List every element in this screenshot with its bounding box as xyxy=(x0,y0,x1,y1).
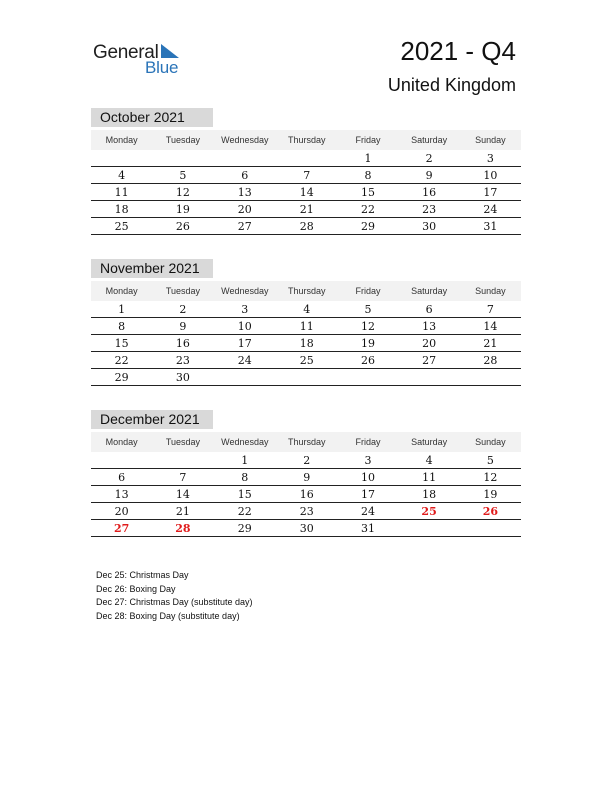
logo-triangle-icon xyxy=(159,44,181,60)
day-cell: 24 xyxy=(460,201,521,218)
holiday-note: Dec 28: Boxing Day (substitute day) xyxy=(96,610,240,621)
day-cell: 10 xyxy=(338,469,399,486)
week-row xyxy=(91,218,521,235)
day-cell: 25 xyxy=(91,218,152,235)
weekday-header: Thursday xyxy=(276,130,338,150)
logo-general-text: General xyxy=(93,42,159,63)
day-cell: 2 xyxy=(398,150,460,167)
day-cell: 24 xyxy=(214,352,276,369)
day-cell: 12 xyxy=(460,469,521,486)
weekday-header: Monday xyxy=(91,130,152,150)
day-cell: 17 xyxy=(460,184,521,201)
week-row xyxy=(91,150,521,167)
day-cell: 26 xyxy=(338,352,399,369)
day-cell: 19 xyxy=(460,486,521,503)
day-cell: 23 xyxy=(152,352,213,369)
day-cell: 21 xyxy=(460,335,521,352)
day-cell: 31 xyxy=(338,520,399,537)
day-cell: 1 xyxy=(214,452,276,469)
day-cell: 14 xyxy=(276,184,338,201)
day-cell xyxy=(398,520,460,537)
month-header: December 2021 xyxy=(91,410,213,429)
day-cell: 1 xyxy=(338,150,399,167)
day-cell: 7 xyxy=(152,469,213,486)
week-row xyxy=(91,503,521,520)
day-cell: 4 xyxy=(276,301,338,318)
page-title: 2021 - Q4 xyxy=(400,36,516,66)
week-row xyxy=(91,201,521,218)
day-cell: 4 xyxy=(91,167,152,184)
weekday-header: Sunday xyxy=(460,281,521,301)
day-cell: 5 xyxy=(460,452,521,469)
day-cell: 21 xyxy=(276,201,338,218)
day-cell: 27 xyxy=(91,520,152,537)
holiday-note: Dec 27: Christmas Day (substitute day) xyxy=(96,597,253,607)
weekday-header: Saturday xyxy=(398,432,460,452)
day-cell: 13 xyxy=(398,318,460,335)
day-cell: 17 xyxy=(338,486,399,503)
month-header: October 2021 xyxy=(91,108,213,127)
day-cell: 19 xyxy=(338,335,399,352)
day-cell: 2 xyxy=(276,452,338,469)
day-cell xyxy=(338,369,399,386)
day-cell xyxy=(152,452,213,469)
day-cell: 11 xyxy=(398,469,460,486)
day-cell: 12 xyxy=(338,318,399,335)
calendar-table xyxy=(91,281,521,386)
weekday-header: Sunday xyxy=(460,432,521,452)
day-cell: 2 xyxy=(152,301,213,318)
day-cell: 7 xyxy=(460,301,521,318)
logo-blue-text: Blue xyxy=(145,58,179,77)
month-october xyxy=(91,108,521,235)
weekday-header: Friday xyxy=(338,281,399,301)
weekday-header: Saturday xyxy=(398,130,460,150)
day-cell: 15 xyxy=(91,335,152,352)
generalblue-logo xyxy=(93,40,193,80)
day-cell xyxy=(460,369,521,386)
day-cell: 25 xyxy=(398,503,460,520)
week-row xyxy=(91,318,521,335)
day-cell: 11 xyxy=(276,318,338,335)
day-cell: 13 xyxy=(91,486,152,503)
weekday-header: Monday xyxy=(91,281,152,301)
day-cell: 14 xyxy=(152,486,213,503)
day-cell: 30 xyxy=(276,520,338,537)
day-cell: 11 xyxy=(91,184,152,201)
day-cell xyxy=(276,369,338,386)
day-cell: 3 xyxy=(338,452,399,469)
day-cell: 6 xyxy=(398,301,460,318)
day-cell: 24 xyxy=(338,503,399,520)
week-row xyxy=(91,469,521,486)
day-cell: 7 xyxy=(276,167,338,184)
day-cell: 8 xyxy=(91,318,152,335)
day-cell xyxy=(398,369,460,386)
day-cell: 15 xyxy=(338,184,399,201)
day-cell: 3 xyxy=(214,301,276,318)
day-cell: 28 xyxy=(152,520,213,537)
day-cell: 8 xyxy=(338,167,399,184)
weekday-header: Tuesday xyxy=(152,130,213,150)
day-cell: 28 xyxy=(460,352,521,369)
day-cell: 15 xyxy=(214,486,276,503)
day-cell: 1 xyxy=(91,301,152,318)
day-cell xyxy=(276,150,338,167)
day-cell: 23 xyxy=(276,503,338,520)
day-cell xyxy=(214,369,276,386)
day-cell: 18 xyxy=(398,486,460,503)
day-cell xyxy=(91,452,152,469)
weekday-header: Monday xyxy=(91,432,152,452)
weekday-header: Wednesday xyxy=(214,281,276,301)
week-row xyxy=(91,452,521,469)
weekday-header: Friday xyxy=(338,130,399,150)
weekday-header: Thursday xyxy=(276,432,338,452)
weekday-header: Tuesday xyxy=(152,432,213,452)
week-row xyxy=(91,520,521,537)
day-cell: 6 xyxy=(214,167,276,184)
day-cell: 5 xyxy=(338,301,399,318)
holiday-note: Dec 26: Boxing Day xyxy=(96,583,176,594)
day-cell: 9 xyxy=(276,469,338,486)
day-cell: 4 xyxy=(398,452,460,469)
day-cell xyxy=(91,150,152,167)
week-row xyxy=(91,352,521,369)
week-row xyxy=(91,486,521,503)
day-cell xyxy=(460,520,521,537)
weekday-header: Sunday xyxy=(460,130,521,150)
day-cell: 25 xyxy=(276,352,338,369)
weekday-header: Wednesday xyxy=(214,130,276,150)
day-cell: 27 xyxy=(214,218,276,235)
day-cell: 31 xyxy=(460,218,521,235)
day-cell: 29 xyxy=(91,369,152,386)
day-cell: 18 xyxy=(276,335,338,352)
weekday-header: Thursday xyxy=(276,281,338,301)
day-cell: 21 xyxy=(152,503,213,520)
weekday-header: Saturday xyxy=(398,281,460,301)
day-cell: 18 xyxy=(91,201,152,218)
holiday-notes xyxy=(96,569,253,623)
day-cell: 19 xyxy=(152,201,213,218)
day-cell: 28 xyxy=(276,218,338,235)
day-cell: 26 xyxy=(460,503,521,520)
day-cell: 22 xyxy=(338,201,399,218)
day-cell: 16 xyxy=(152,335,213,352)
week-row xyxy=(91,184,521,201)
calendar-table xyxy=(91,432,521,537)
day-cell xyxy=(214,150,276,167)
day-cell: 10 xyxy=(214,318,276,335)
weekday-header: Wednesday xyxy=(214,432,276,452)
day-cell: 20 xyxy=(398,335,460,352)
day-cell: 29 xyxy=(338,218,399,235)
day-cell: 10 xyxy=(460,167,521,184)
week-row xyxy=(91,369,521,386)
day-cell: 29 xyxy=(214,520,276,537)
holiday-note: Dec 25: Christmas Day xyxy=(96,570,189,580)
month-november xyxy=(91,259,521,386)
day-cell: 8 xyxy=(214,469,276,486)
day-cell: 6 xyxy=(91,469,152,486)
week-row xyxy=(91,301,521,318)
day-cell: 9 xyxy=(398,167,460,184)
day-cell: 23 xyxy=(398,201,460,218)
day-cell: 13 xyxy=(214,184,276,201)
day-cell: 5 xyxy=(152,167,213,184)
day-cell: 30 xyxy=(152,369,213,386)
day-cell: 16 xyxy=(398,184,460,201)
day-cell: 17 xyxy=(214,335,276,352)
day-cell: 20 xyxy=(91,503,152,520)
week-row xyxy=(91,167,521,184)
day-cell: 9 xyxy=(152,318,213,335)
day-cell: 16 xyxy=(276,486,338,503)
day-cell: 27 xyxy=(398,352,460,369)
calendar-table xyxy=(91,130,521,235)
day-cell: 14 xyxy=(460,318,521,335)
day-cell: 26 xyxy=(152,218,213,235)
day-cell xyxy=(152,150,213,167)
day-cell: 22 xyxy=(214,503,276,520)
day-cell: 12 xyxy=(152,184,213,201)
day-cell: 20 xyxy=(214,201,276,218)
month-header: November 2021 xyxy=(91,259,213,278)
week-row xyxy=(91,335,521,352)
day-cell: 30 xyxy=(398,218,460,235)
weekday-header: Tuesday xyxy=(152,281,213,301)
weekday-header: Friday xyxy=(338,432,399,452)
country-subtitle: United Kingdom xyxy=(387,75,516,95)
day-cell: 3 xyxy=(460,150,521,167)
month-december xyxy=(91,410,521,537)
day-cell: 22 xyxy=(91,352,152,369)
